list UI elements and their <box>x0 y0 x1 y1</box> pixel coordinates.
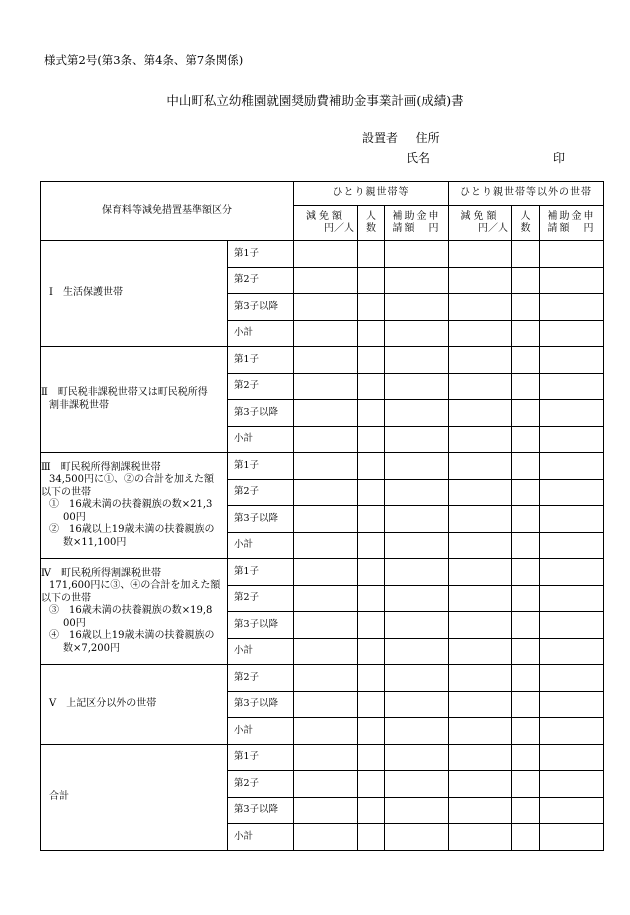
reduction-amount-cell[interactable] <box>449 426 512 453</box>
reduction-amount-header: 減免額 円／人 <box>294 206 358 241</box>
count-cell[interactable] <box>512 320 540 347</box>
subsidy-request-cell[interactable] <box>540 585 604 612</box>
child-order-label: 第1子 <box>228 453 294 480</box>
child-order-label: 小計 <box>228 320 294 347</box>
subsidy-request-cell[interactable] <box>540 347 604 374</box>
reduction-amount-cell[interactable] <box>449 506 512 533</box>
subsidy-request-cell[interactable] <box>385 532 449 559</box>
subsidy-request-cell[interactable] <box>385 612 449 639</box>
subsidy-request-cell[interactable] <box>540 559 604 586</box>
child-order-label: 第3子以降 <box>228 691 294 718</box>
subsidy-plan-table <box>40 181 604 851</box>
reduction-amount-cell[interactable] <box>294 559 358 586</box>
child-order-label: 第3子以降 <box>228 612 294 639</box>
subsidy-request-cell[interactable] <box>385 426 449 453</box>
subsidy-request-cell[interactable] <box>385 824 449 851</box>
subsidy-request-cell[interactable] <box>540 479 604 506</box>
subsidy-request-cell[interactable] <box>540 638 604 665</box>
child-order-label: 第3子以降 <box>228 400 294 427</box>
reduction-amount-cell[interactable] <box>294 797 358 824</box>
child-order-label: 第1子 <box>228 347 294 374</box>
reduction-amount-cell[interactable] <box>294 294 358 321</box>
category-label: Ⅰ 生活保護世帯 <box>41 241 228 347</box>
count-cell[interactable] <box>512 771 540 798</box>
seal-label: 印 <box>553 151 566 165</box>
reduction-amount-cell[interactable] <box>449 320 512 347</box>
reduction-amount-cell[interactable] <box>294 373 358 400</box>
count-cell[interactable] <box>512 479 540 506</box>
count-cell[interactable] <box>358 506 385 533</box>
reduction-amount-cell[interactable] <box>294 267 358 294</box>
count-cell[interactable] <box>512 400 540 427</box>
reduction-amount-cell[interactable] <box>294 320 358 347</box>
subsidy-request-cell[interactable] <box>385 347 449 374</box>
reduction-amount-cell[interactable] <box>449 771 512 798</box>
count-cell[interactable] <box>512 241 540 268</box>
count-header: 人 数 <box>512 206 540 241</box>
document-title: 中山町私立幼稚園就園奨励費補助金事業計画(成績)書 <box>166 93 464 108</box>
child-order-label: 第2子 <box>228 267 294 294</box>
reduction-amount-cell[interactable] <box>294 453 358 480</box>
count-cell[interactable] <box>358 373 385 400</box>
subsidy-request-cell[interactable] <box>385 718 449 745</box>
count-cell[interactable] <box>358 453 385 480</box>
count-cell[interactable] <box>512 585 540 612</box>
reduction-amount-cell[interactable] <box>294 691 358 718</box>
reduction-amount-cell[interactable] <box>294 824 358 851</box>
subsidy-request-cell[interactable] <box>385 373 449 400</box>
subsidy-request-cell[interactable] <box>540 612 604 639</box>
subsidy-request-cell[interactable] <box>385 691 449 718</box>
subsidy-request-cell[interactable] <box>385 320 449 347</box>
address-label: 住所 <box>415 131 440 145</box>
child-order-label: 第1子 <box>228 744 294 771</box>
subsidy-request-cell[interactable] <box>540 797 604 824</box>
child-order-label: 小計 <box>228 824 294 851</box>
reduction-amount-cell[interactable] <box>294 612 358 639</box>
subsidy-request-cell[interactable] <box>385 400 449 427</box>
count-cell[interactable] <box>512 506 540 533</box>
count-cell[interactable] <box>512 267 540 294</box>
count-header: 人 数 <box>358 206 385 241</box>
reduction-amount-cell[interactable] <box>294 638 358 665</box>
child-order-label: 第2子 <box>228 771 294 798</box>
count-cell[interactable] <box>512 824 540 851</box>
category-label: Ⅲ 町民税所得割課税世帯 34,500円に①、②の合計を加えた額 以下の世帯 ① 16歳未満の扶養親族の数×21,3 00円 ② 16歳以上19歳未満の扶養親族の 数×11,100円 <box>41 453 228 559</box>
count-cell[interactable] <box>358 532 385 559</box>
category-label: Ⅱ 町民税非課税世帯又は町民税所得 割非課税世帯 <box>41 347 228 453</box>
reduction-amount-cell[interactable] <box>449 797 512 824</box>
subsidy-request-cell[interactable] <box>540 373 604 400</box>
count-cell[interactable] <box>358 691 385 718</box>
count-cell[interactable] <box>358 585 385 612</box>
reduction-amount-cell[interactable] <box>294 665 358 692</box>
subsidy-request-cell[interactable] <box>540 241 604 268</box>
name-label: 氏名 <box>406 151 431 165</box>
child-order-label: 第3子以降 <box>228 797 294 824</box>
count-cell[interactable] <box>358 797 385 824</box>
count-cell[interactable] <box>512 638 540 665</box>
count-cell[interactable] <box>358 718 385 745</box>
reduction-amount-cell[interactable] <box>449 241 512 268</box>
group-header-single-parent: ひとり親世帯等 <box>294 182 449 206</box>
subsidy-request-cell[interactable] <box>540 718 604 745</box>
reduction-amount-header: 減免額 円／人 <box>449 206 512 241</box>
table-row <box>41 665 604 692</box>
count-cell[interactable] <box>512 797 540 824</box>
reduction-amount-cell[interactable] <box>449 638 512 665</box>
establisher-label: 設置者 <box>362 131 399 145</box>
count-cell[interactable] <box>358 426 385 453</box>
applicant-address-line <box>362 129 440 146</box>
subsidy-request-cell[interactable] <box>385 506 449 533</box>
subsidy-request-cell[interactable] <box>540 506 604 533</box>
subsidy-request-cell[interactable] <box>540 400 604 427</box>
reduction-amount-cell[interactable] <box>449 479 512 506</box>
reduction-amount-cell[interactable] <box>449 347 512 374</box>
reduction-amount-cell[interactable] <box>294 506 358 533</box>
table-row <box>41 453 604 480</box>
count-cell[interactable] <box>358 744 385 771</box>
category-label: Ⅳ 町民税所得割課税世帯 171,600円に③、④の合計を加えた額 以下の世帯 ③ 16歳未満の扶養親族の数×19,8 00円 ④ 16歳以上19歳未満の扶養親族の 数×7,200円 <box>41 559 228 665</box>
reduction-amount-cell[interactable] <box>294 771 358 798</box>
count-cell[interactable] <box>512 347 540 374</box>
reduction-amount-cell[interactable] <box>449 400 512 427</box>
subsidy-request-cell[interactable] <box>540 824 604 851</box>
count-cell[interactable] <box>512 373 540 400</box>
count-cell[interactable] <box>512 532 540 559</box>
reduction-amount-cell[interactable] <box>294 241 358 268</box>
subsidy-request-cell[interactable] <box>540 453 604 480</box>
subsidy-request-cell[interactable] <box>385 638 449 665</box>
subsidy-request-cell[interactable] <box>385 241 449 268</box>
count-cell[interactable] <box>358 612 385 639</box>
reduction-amount-cell[interactable] <box>294 400 358 427</box>
table-row <box>41 559 604 586</box>
reduction-amount-cell[interactable] <box>294 585 358 612</box>
subsidy-request-cell[interactable] <box>385 453 449 480</box>
count-cell[interactable] <box>512 744 540 771</box>
reduction-amount-cell[interactable] <box>294 347 358 374</box>
child-order-label: 小計 <box>228 718 294 745</box>
child-order-label: 第3子以降 <box>228 294 294 321</box>
category-label: 合計 <box>41 744 228 850</box>
reduction-amount-cell[interactable] <box>449 824 512 851</box>
count-cell[interactable] <box>358 824 385 851</box>
subsidy-request-cell[interactable] <box>540 532 604 559</box>
count-cell[interactable] <box>512 665 540 692</box>
count-cell[interactable] <box>358 400 385 427</box>
subsidy-request-cell[interactable] <box>385 585 449 612</box>
child-order-label: 小計 <box>228 638 294 665</box>
subsidy-request-cell[interactable] <box>385 294 449 321</box>
reduction-amount-cell[interactable] <box>449 665 512 692</box>
subsidy-request-cell[interactable] <box>540 665 604 692</box>
count-cell[interactable] <box>512 559 540 586</box>
count-cell[interactable] <box>512 426 540 453</box>
table-row <box>41 241 604 268</box>
reduction-amount-cell[interactable] <box>449 718 512 745</box>
reduction-amount-cell[interactable] <box>294 426 358 453</box>
reduction-amount-cell[interactable] <box>294 479 358 506</box>
subsidy-request-header: 補助金申 請額 円 <box>540 206 604 241</box>
child-order-label: 第3子以降 <box>228 506 294 533</box>
reduction-amount-cell[interactable] <box>449 532 512 559</box>
subsidy-request-cell[interactable] <box>540 320 604 347</box>
reduction-amount-cell[interactable] <box>449 294 512 321</box>
child-order-label: 第1子 <box>228 559 294 586</box>
child-order-label: 第2子 <box>228 665 294 692</box>
subsidy-request-cell[interactable] <box>540 744 604 771</box>
count-cell[interactable] <box>358 771 385 798</box>
child-order-label: 第2子 <box>228 479 294 506</box>
count-cell[interactable] <box>358 267 385 294</box>
category-header: 保育料等減免措置基準額区分 <box>41 182 294 241</box>
count-cell[interactable] <box>512 691 540 718</box>
subsidy-request-cell[interactable] <box>540 267 604 294</box>
count-cell[interactable] <box>358 479 385 506</box>
child-order-label: 第1子 <box>228 241 294 268</box>
count-cell[interactable] <box>358 559 385 586</box>
subsidy-request-header: 補助金申 請額 円 <box>385 206 449 241</box>
count-cell[interactable] <box>512 294 540 321</box>
reduction-amount-cell[interactable] <box>449 691 512 718</box>
reduction-amount-cell[interactable] <box>449 612 512 639</box>
table-body <box>41 241 604 851</box>
subsidy-request-cell[interactable] <box>385 559 449 586</box>
reduction-amount-cell[interactable] <box>294 532 358 559</box>
child-order-label: 小計 <box>228 426 294 453</box>
count-cell[interactable] <box>358 320 385 347</box>
reduction-amount-cell[interactable] <box>449 453 512 480</box>
reduction-amount-cell[interactable] <box>449 744 512 771</box>
subsidy-request-cell[interactable] <box>540 294 604 321</box>
count-cell[interactable] <box>358 665 385 692</box>
count-cell[interactable] <box>512 453 540 480</box>
reduction-amount-cell[interactable] <box>449 373 512 400</box>
category-label: Ⅴ 上記区分以外の世帯 <box>41 665 228 745</box>
subsidy-request-cell[interactable] <box>385 479 449 506</box>
reduction-amount-cell[interactable] <box>449 559 512 586</box>
count-cell[interactable] <box>358 638 385 665</box>
reduction-amount-cell[interactable] <box>449 585 512 612</box>
table-row <box>41 744 604 771</box>
subsidy-request-cell[interactable] <box>385 665 449 692</box>
child-order-label: 第2子 <box>228 585 294 612</box>
count-cell[interactable] <box>512 718 540 745</box>
subsidy-request-cell[interactable] <box>385 771 449 798</box>
reduction-amount-cell[interactable] <box>449 267 512 294</box>
table-row <box>41 347 604 374</box>
subsidy-request-cell[interactable] <box>540 691 604 718</box>
child-order-label: 小計 <box>228 532 294 559</box>
subsidy-request-cell[interactable] <box>385 267 449 294</box>
subsidy-request-cell[interactable] <box>385 797 449 824</box>
form-number: 様式第2号(第3条、第4条、第7条関係) <box>44 53 244 67</box>
count-cell[interactable] <box>358 241 385 268</box>
reduction-amount-cell[interactable] <box>294 744 358 771</box>
child-order-label: 第2子 <box>228 373 294 400</box>
count-cell[interactable] <box>358 294 385 321</box>
count-cell[interactable] <box>358 347 385 374</box>
reduction-amount-cell[interactable] <box>294 718 358 745</box>
subsidy-request-cell[interactable] <box>540 426 604 453</box>
count-cell[interactable] <box>512 612 540 639</box>
subsidy-request-cell[interactable] <box>540 771 604 798</box>
group-header-other-households: ひとり親世帯等以外の世帯 <box>449 182 604 206</box>
subsidy-request-cell[interactable] <box>385 744 449 771</box>
